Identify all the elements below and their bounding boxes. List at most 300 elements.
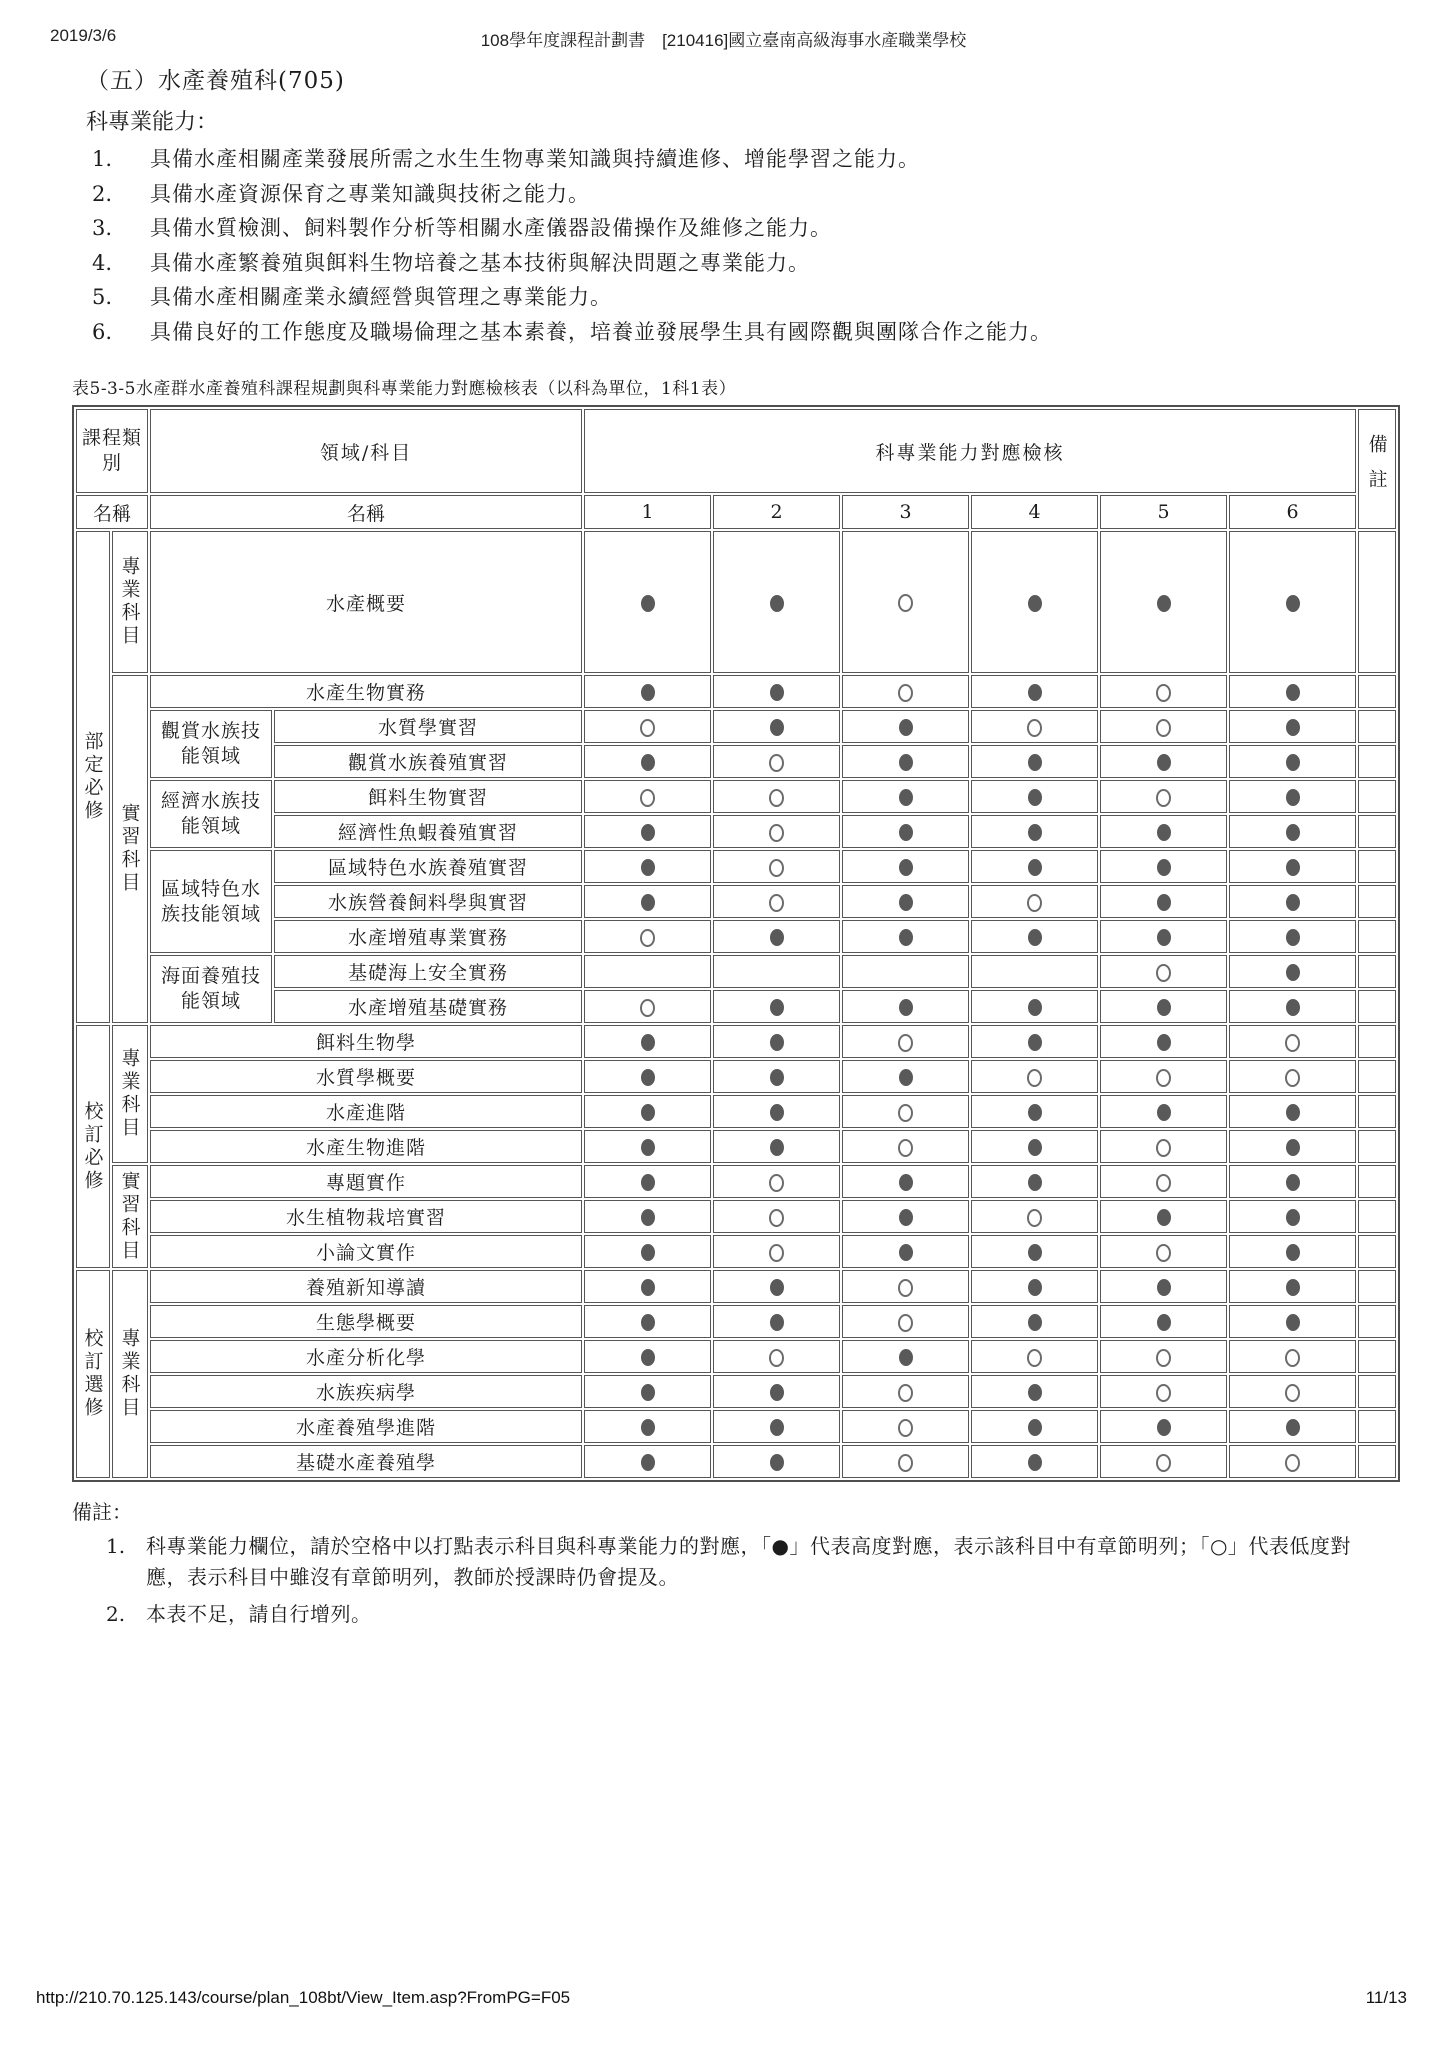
filled-circle-icon [1286, 719, 1300, 736]
filled-circle-icon [770, 1419, 784, 1436]
ability-mark-cell [842, 990, 969, 1023]
ability-mark-cell [584, 885, 711, 918]
ability-item [86, 248, 1382, 280]
filled-circle-icon [770, 1279, 784, 1296]
ability-mark-cell [971, 850, 1098, 883]
ability-mark-cell [1229, 780, 1356, 813]
ability-mark-cell [713, 1165, 840, 1198]
subject-name-cell: 水產分析化學 [150, 1340, 582, 1373]
ability-mark-cell [713, 1060, 840, 1093]
domain-cell: 經濟水族技能領域 [150, 780, 272, 848]
ability-item [86, 282, 1382, 314]
remark-cell [1358, 531, 1396, 673]
subject-name-cell: 基礎海上安全實務 [274, 955, 582, 988]
filled-circle-icon [1157, 824, 1171, 841]
empty-circle-icon [769, 1349, 784, 1367]
table-caption: 表5-3-5水產群水產養殖科課程規劃與科專業能力對應檢核表（以科為單位，1科1表） [72, 379, 737, 399]
ability-mark-cell [842, 1200, 969, 1233]
ability-mark-cell [1100, 1165, 1227, 1198]
ability-mark-cell [971, 1375, 1098, 1408]
ability-mark-cell [1100, 1445, 1227, 1478]
subject-name-cell: 水產增殖專業實務 [274, 920, 582, 953]
header-ability-1: 1 [584, 495, 711, 529]
filled-circle-icon [1286, 894, 1300, 911]
empty-circle-icon [640, 789, 655, 807]
empty-circle-icon [769, 789, 784, 807]
table-row [76, 1305, 1396, 1338]
ability-mark-cell [971, 1025, 1098, 1058]
filled-circle-icon [1286, 1174, 1300, 1191]
ability-mark-cell [971, 531, 1098, 673]
ability-mark-cell [971, 815, 1098, 848]
ability-mark-cell [842, 815, 969, 848]
ability-mark-cell [584, 1130, 711, 1163]
ability-mark-cell [1229, 710, 1356, 743]
filled-circle-icon [641, 754, 655, 771]
ability-mark-cell [713, 1305, 840, 1338]
table-row [76, 531, 1396, 673]
table-head [76, 409, 1396, 529]
ability-mark-cell [971, 920, 1098, 953]
filled-circle-icon [770, 684, 784, 701]
header-ability-6: 6 [1229, 495, 1356, 529]
ability-number: 1. [92, 147, 113, 171]
empty-circle-icon [1027, 894, 1042, 912]
filled-circle-icon [1157, 754, 1171, 771]
header-ability-5: 5 [1100, 495, 1227, 529]
remark-cell [1358, 1305, 1396, 1338]
ability-mark-cell [971, 780, 1098, 813]
ability-mark-cell [713, 1410, 840, 1443]
subject-name-cell: 水產進階 [150, 1095, 582, 1128]
filled-circle-icon [641, 595, 655, 612]
filled-circle-icon [1157, 859, 1171, 876]
remark-cell [1358, 675, 1396, 708]
ability-mark-cell [1100, 990, 1227, 1023]
ability-mark-cell [971, 1200, 1098, 1233]
empty-circle-icon [640, 999, 655, 1017]
subject-name-cell: 水產生物進階 [150, 1130, 582, 1163]
remark-cell [1358, 1270, 1396, 1303]
empty-circle-icon [1156, 1244, 1171, 1262]
table-row [76, 710, 1396, 743]
filled-circle-icon [1286, 754, 1300, 771]
table-row [76, 1130, 1396, 1163]
ability-mark-cell [584, 531, 711, 673]
ability-mark-cell [1229, 1025, 1356, 1058]
ability-mark-cell [971, 675, 1098, 708]
empty-circle-icon [898, 594, 913, 612]
ability-mark-cell [584, 1445, 711, 1478]
empty-circle-icon [1156, 789, 1171, 807]
subject-type-cell: 專業科目 [112, 531, 148, 673]
table-row [76, 955, 1396, 988]
table-row [76, 745, 1396, 778]
filled-circle-icon [1286, 964, 1300, 981]
ability-number: 6. [92, 319, 113, 344]
filled-circle-icon [1028, 1454, 1042, 1471]
filled-circle-icon [1286, 1104, 1300, 1121]
ability-mark-cell [1229, 531, 1356, 673]
ability-mark-cell [584, 710, 711, 743]
table-row [76, 1270, 1396, 1303]
filled-circle-icon [770, 999, 784, 1016]
filled-circle-icon [1286, 929, 1300, 946]
filled-circle-icon [770, 1384, 784, 1401]
remark-cell [1358, 1130, 1396, 1163]
ability-mark-cell [842, 1060, 969, 1093]
ability-text: 具備水產資源保育之專業知識與技術之能力。 [150, 181, 590, 206]
ability-mark-cell [713, 815, 840, 848]
subject-name-cell: 水質學實習 [274, 710, 582, 743]
empty-circle-icon [1156, 684, 1171, 702]
subject-name-cell: 餌料生物實習 [274, 780, 582, 813]
empty-circle-icon [1027, 1209, 1042, 1227]
subject-type-cell: 實習科目 [112, 675, 148, 1023]
filled-circle-icon [899, 1069, 913, 1086]
ability-mark-cell [842, 1410, 969, 1443]
filled-circle-icon [641, 1349, 655, 1366]
filled-circle-icon [1286, 1419, 1300, 1436]
ability-mark-cell [713, 1095, 840, 1128]
ability-mark-cell [842, 1025, 969, 1058]
remark-cell [1358, 1060, 1396, 1093]
note-item [106, 1531, 1382, 1593]
remark-cell [1358, 1200, 1396, 1233]
subject-name-cell: 觀賞水族養殖實習 [274, 745, 582, 778]
ability-mark-cell [1229, 920, 1356, 953]
filled-circle-icon [1028, 929, 1042, 946]
empty-circle-icon [1156, 1384, 1171, 1402]
header-ability-4: 4 [971, 495, 1098, 529]
ability-mark-cell [1100, 955, 1227, 988]
filled-circle-icon [1157, 929, 1171, 946]
empty-circle-icon [1156, 1069, 1171, 1087]
filled-circle-icon [899, 929, 913, 946]
ability-mark-cell [1229, 1130, 1356, 1163]
filled-circle-icon [1286, 824, 1300, 841]
filled-circle-icon [1157, 1104, 1171, 1121]
page-header [50, 26, 1397, 51]
filled-circle-icon [641, 1314, 655, 1331]
ability-mark-cell [971, 1060, 1098, 1093]
empty-circle-icon [1285, 1034, 1300, 1052]
filled-circle-icon [1286, 1244, 1300, 1261]
ability-item [86, 213, 1382, 245]
remark-cell [1358, 1165, 1396, 1198]
ability-mark-cell [1229, 1200, 1356, 1233]
ability-mark-cell [971, 1095, 1098, 1128]
remark-cell [1358, 1340, 1396, 1373]
filled-circle-icon [1286, 684, 1300, 701]
filled-circle-icon [1028, 1384, 1042, 1401]
ability-mark-cell [971, 1305, 1098, 1338]
header-domain-name: 名稱 [150, 495, 582, 529]
ability-mark-cell [1100, 745, 1227, 778]
section-title: （五）水產養殖科(705) [86, 68, 345, 94]
ability-number: 5. [92, 285, 113, 309]
filled-circle-icon [899, 824, 913, 841]
filled-circle-icon [899, 1209, 913, 1226]
remark-cell [1358, 1445, 1396, 1478]
filled-circle-icon [899, 719, 913, 736]
subject-type-cell: 專業科目 [112, 1270, 148, 1478]
filled-circle-icon [1157, 894, 1171, 911]
filled-circle-icon [641, 859, 655, 876]
notes-section [72, 1496, 1382, 1630]
subject-name-cell: 水產生物實務 [150, 675, 582, 708]
ability-mark-cell [713, 780, 840, 813]
ability-text: 具備水產相關產業發展所需之水生生物專業知識與持續進修、增能學習之能力。 [150, 147, 920, 171]
filled-circle-icon [1028, 824, 1042, 841]
empty-circle-icon [1285, 1069, 1300, 1087]
ability-mark-cell [842, 675, 969, 708]
table-row [76, 885, 1396, 918]
table-row [76, 1235, 1396, 1268]
empty-circle-icon [1027, 1069, 1042, 1087]
header-ability-check: 科專業能力對應檢核 [584, 409, 1356, 493]
ability-mark-cell [1229, 1410, 1356, 1443]
ability-mark-cell [713, 1200, 840, 1233]
course-category-cell: 部定必修 [76, 531, 110, 1023]
ability-mark-cell [584, 955, 711, 988]
ability-mark-cell [584, 1410, 711, 1443]
ability-mark-cell [842, 850, 969, 883]
filled-circle-icon [1157, 595, 1171, 612]
ability-mark-cell [1229, 1165, 1356, 1198]
subject-name-cell: 水質學概要 [150, 1060, 582, 1093]
header-ability-3: 3 [842, 495, 969, 529]
filled-circle-icon [1157, 1209, 1171, 1226]
ability-mark-cell [971, 885, 1098, 918]
ability-mark-cell [1100, 1410, 1227, 1443]
filled-circle-icon [641, 1209, 655, 1226]
empty-circle-icon [1156, 1349, 1171, 1367]
ability-mark-cell [842, 885, 969, 918]
filled-circle-icon [1028, 1419, 1042, 1436]
filled-circle-icon [1157, 1419, 1171, 1436]
ability-mark-cell [842, 955, 969, 988]
filled-circle-icon [641, 1174, 655, 1191]
filled-circle-icon [770, 719, 784, 736]
filled-circle-icon [1028, 1104, 1042, 1121]
ability-mark-cell [842, 1340, 969, 1373]
domain-cell: 區域特色水族技能領域 [150, 850, 272, 953]
ability-mark-cell [584, 815, 711, 848]
filled-circle-icon [899, 754, 913, 771]
filled-circle-icon [770, 595, 784, 612]
abilities-heading: 科專業能力： [86, 110, 219, 135]
ability-mark-cell [842, 1270, 969, 1303]
filled-circle-icon [899, 789, 913, 806]
subject-name-cell: 養殖新知導讀 [150, 1270, 582, 1303]
ability-mark-cell [971, 990, 1098, 1023]
ability-mark-cell [1100, 1060, 1227, 1093]
empty-circle-icon [769, 754, 784, 772]
empty-circle-icon [769, 859, 784, 877]
ability-mark-cell [1229, 675, 1356, 708]
filled-circle-icon [641, 1279, 655, 1296]
remark-cell [1358, 1235, 1396, 1268]
table-row [76, 1200, 1396, 1233]
ability-mark-cell [842, 1165, 969, 1198]
filled-circle-icon [770, 1139, 784, 1156]
empty-circle-icon [1027, 1349, 1042, 1367]
ability-mark-cell [971, 1340, 1098, 1373]
remark-cell [1358, 885, 1396, 918]
ability-mark-cell [713, 675, 840, 708]
ability-mark-cell [971, 1165, 1098, 1198]
remark-cell [1358, 920, 1396, 953]
ability-mark-cell [1100, 531, 1227, 673]
filled-circle-icon [1028, 754, 1042, 771]
filled-circle-icon [641, 894, 655, 911]
ability-mark-cell [713, 1445, 840, 1478]
filled-circle-icon [641, 824, 655, 841]
ability-mark-cell [713, 1270, 840, 1303]
empty-circle-icon [769, 1174, 784, 1192]
filled-circle-icon [1028, 789, 1042, 806]
filled-circle-icon [1157, 1279, 1171, 1296]
subject-name-cell: 專題實作 [150, 1165, 582, 1198]
empty-circle-icon [898, 1279, 913, 1297]
ability-mark-cell [1229, 1270, 1356, 1303]
header-course-category: 課程類別 [76, 409, 148, 493]
ability-list [86, 144, 1382, 348]
filled-circle-icon [770, 1454, 784, 1471]
ability-mark-cell [584, 1060, 711, 1093]
filled-circle-icon [1286, 999, 1300, 1016]
table-row [76, 850, 1396, 883]
ability-mark-cell [584, 780, 711, 813]
ability-mark-cell [584, 920, 711, 953]
ability-mark-cell [584, 1305, 711, 1338]
ability-item [86, 317, 1382, 349]
filled-circle-icon [1286, 1314, 1300, 1331]
checklist-table-body [76, 531, 1396, 1478]
empty-circle-icon [898, 1314, 913, 1332]
ability-mark-cell [713, 850, 840, 883]
ability-mark-cell [1229, 1235, 1356, 1268]
ability-mark-cell [842, 920, 969, 953]
ability-mark-cell [713, 920, 840, 953]
filled-circle-icon [1028, 595, 1042, 612]
remark-cell [1358, 955, 1396, 988]
ability-mark-cell [584, 1235, 711, 1268]
empty-circle-icon [769, 1244, 784, 1262]
ability-mark-cell [713, 1340, 840, 1373]
filled-circle-icon [641, 1244, 655, 1261]
subject-name-cell: 區域特色水族養殖實習 [274, 850, 582, 883]
ability-mark-cell [1229, 850, 1356, 883]
notes-label: 備註： [72, 1500, 132, 1524]
filled-circle-icon [899, 1174, 913, 1191]
empty-circle-icon [898, 1104, 913, 1122]
ability-mark-cell [842, 1445, 969, 1478]
table-row [76, 920, 1396, 953]
remark-cell [1358, 1095, 1396, 1128]
ability-text: 具備水產繁養殖與餌料生物培養之基本技術與解決問題之專業能力。 [150, 250, 810, 275]
ability-mark-cell [584, 1270, 711, 1303]
ability-text: 具備良好的工作態度及職場倫理之基本素養，培養並發展學生具有國際觀與團隊合作之能力。 [150, 319, 1052, 344]
ability-mark-cell [842, 1235, 969, 1268]
ability-mark-cell [584, 675, 711, 708]
ability-item [86, 179, 1382, 211]
ability-mark-cell [971, 1235, 1098, 1268]
header-ability-2: 2 [713, 495, 840, 529]
ability-mark-cell [1100, 1270, 1227, 1303]
subject-type-cell: 專業科目 [112, 1025, 148, 1163]
ability-mark-cell [584, 1200, 711, 1233]
filled-circle-icon [899, 1244, 913, 1261]
header-category-name: 名稱 [76, 495, 148, 529]
checklist-table [72, 405, 1400, 1482]
ability-mark-cell [842, 1095, 969, 1128]
empty-circle-icon [1156, 964, 1171, 982]
ability-mark-cell [713, 745, 840, 778]
intro-section [72, 62, 1382, 348]
empty-circle-icon [1156, 1174, 1171, 1192]
empty-circle-icon [640, 929, 655, 947]
subject-name-cell: 餌料生物學 [150, 1025, 582, 1058]
note-number: 2. [106, 1602, 126, 1626]
ability-mark-cell [1100, 710, 1227, 743]
empty-circle-icon [1156, 719, 1171, 737]
filled-circle-icon [1028, 684, 1042, 701]
ability-mark-cell [1229, 955, 1356, 988]
ability-mark-cell [842, 780, 969, 813]
filled-circle-icon [770, 1069, 784, 1086]
empty-circle-icon [769, 894, 784, 912]
filled-circle-icon [1286, 859, 1300, 876]
ability-mark-cell [1229, 1060, 1356, 1093]
ability-mark-cell [584, 1340, 711, 1373]
empty-circle-icon [898, 1384, 913, 1402]
subject-name-cell: 經濟性魚蝦養殖實習 [274, 815, 582, 848]
course-category-cell: 校訂必修 [76, 1025, 110, 1268]
ability-mark-cell [713, 1130, 840, 1163]
filled-circle-icon [1028, 1174, 1042, 1191]
domain-cell: 海面養殖技能領域 [150, 955, 272, 1023]
ability-mark-cell [1100, 1200, 1227, 1233]
note-text: 科專業能力欄位，請於空格中以打點表示科目與科專業能力的對應，「●」代表高度對應，表示該科目中有章節明列；「○」代表低度對應，表示科目中雖沒有章節明列，教師於授課時仍會提及。 [146, 1534, 1351, 1589]
note-text: 本表不足，請自行增列。 [146, 1602, 372, 1626]
ability-mark-cell [842, 1375, 969, 1408]
ability-mark-cell [971, 1130, 1098, 1163]
table-row [76, 1025, 1396, 1058]
ability-mark-cell [713, 990, 840, 1023]
empty-circle-icon [640, 719, 655, 737]
subject-name-cell: 水族營養飼料學與實習 [274, 885, 582, 918]
table-row [76, 1410, 1396, 1443]
ability-mark-cell [971, 955, 1098, 988]
ability-mark-cell [1100, 1130, 1227, 1163]
ability-mark-cell [713, 710, 840, 743]
filled-circle-icon [1286, 595, 1300, 612]
table-row [76, 815, 1396, 848]
filled-circle-icon [1157, 1314, 1171, 1331]
ability-mark-cell [713, 955, 840, 988]
filled-circle-icon [1028, 1244, 1042, 1261]
ability-mark-cell [1229, 885, 1356, 918]
ability-text: 具備水質檢測、飼料製作分析等相關水產儀器設備操作及維修之能力。 [150, 216, 832, 240]
filled-circle-icon [1028, 1314, 1042, 1331]
filled-circle-icon [1028, 1279, 1042, 1296]
subject-name-cell: 生態學概要 [150, 1305, 582, 1338]
filled-circle-icon [770, 929, 784, 946]
ability-mark-cell [1100, 1095, 1227, 1128]
filled-circle-icon [1286, 1279, 1300, 1296]
